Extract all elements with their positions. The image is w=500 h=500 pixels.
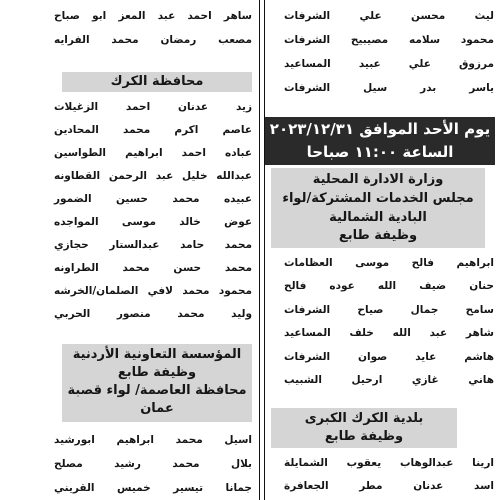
header-line: المؤسسة التعاونية الأردنية	[72, 347, 242, 362]
cooperative-header	[62, 344, 252, 422]
name-entry: بلال محمد رشيد مصلح	[54, 458, 252, 470]
name-entry: ياسر بدر سيل الشرفات	[284, 82, 494, 94]
right-column	[265, 0, 500, 500]
name-entry: محمود سلامه مصيبيح الشرفات	[284, 34, 494, 46]
name-entry: ساهر احمد عبد المعز ابو صباح	[54, 10, 252, 22]
name-entry: محمد حسن محمد الطراونه	[54, 262, 252, 274]
karak-governorate-header	[62, 72, 252, 92]
name-entry: محمود محمد لافي الصلمان/الخرشه	[54, 285, 252, 297]
header-line: وظيفة طابع	[324, 429, 404, 444]
name-entry: سامح جمال صياح الشرفات	[284, 304, 494, 316]
name-entry: عباده احمد ابراهيم الطواسين	[54, 147, 252, 159]
name-entry: هاني غازي ارحيل الشبيب	[284, 374, 494, 386]
name-entry: عاصم اكرم محمد المحادين	[54, 124, 252, 136]
name-entry: اسيل محمد ابراهيم ابورشيد	[54, 434, 252, 446]
name-entry: عبيده محمد حسين الضمور	[54, 193, 252, 205]
header-line: وظيفة طابع	[338, 228, 418, 243]
time-line: الساعة ١١:٠٠ صباحا	[306, 143, 454, 161]
name-entry: مصعب رمضان محمد الفرايه	[54, 34, 252, 46]
header-line: محافظة العاصمة/ لواء قصبة	[67, 383, 247, 398]
name-entry: جمانا تيسير خميس القريني	[54, 482, 252, 494]
header-line: عمان	[140, 401, 174, 416]
name-entry: عوض خالد موسى المواجده	[54, 216, 252, 228]
name-entry: ابراهيم فالح موسى العظامات	[284, 257, 494, 269]
name-entry: زيد عدنان احمد الزغيلات	[54, 101, 252, 113]
name-entry: عبدالله خليل عبد الرحمن القطاونه	[54, 170, 252, 182]
name-entry: ليث محسن علي الشرفات	[284, 10, 494, 22]
header-line: مجلس الخدمات المشتركة/لواء	[282, 191, 474, 206]
name-entry: ارينا عبدالوهاب يعقوب الشمايلة	[284, 457, 494, 469]
ministry-header	[271, 168, 485, 248]
header-line: البادية الشمالية	[329, 210, 427, 225]
name-entry: حنان ضيف الله عوده فالح	[284, 280, 494, 292]
header-line: محافظة الكرك	[110, 74, 204, 89]
name-entry: وليد محمد منصور الحربي	[54, 308, 252, 320]
header-line: وزارة الادارة المحلية	[312, 172, 444, 187]
date-line: يوم الأحد الموافق ٢٠٢٣/١٢/٣١	[269, 120, 491, 138]
name-entry: شاهر عبد الله خلف المساعيد	[284, 327, 494, 339]
name-entry: هاشم عايد صوان الشرفات	[284, 351, 494, 363]
karak-municipality-header	[271, 408, 457, 448]
name-entry: مرزوق علي عبيد المساعيد	[284, 58, 494, 70]
name-entry: محمد حامد عبدالستار حجازي	[54, 239, 252, 251]
header-line: بلدية الكرك الكبرى	[304, 411, 424, 426]
date-banner	[265, 117, 495, 165]
name-entry: اسد عدنان مطر الجعافرة	[284, 480, 494, 492]
header-line: وظيفة طابع	[117, 365, 197, 380]
